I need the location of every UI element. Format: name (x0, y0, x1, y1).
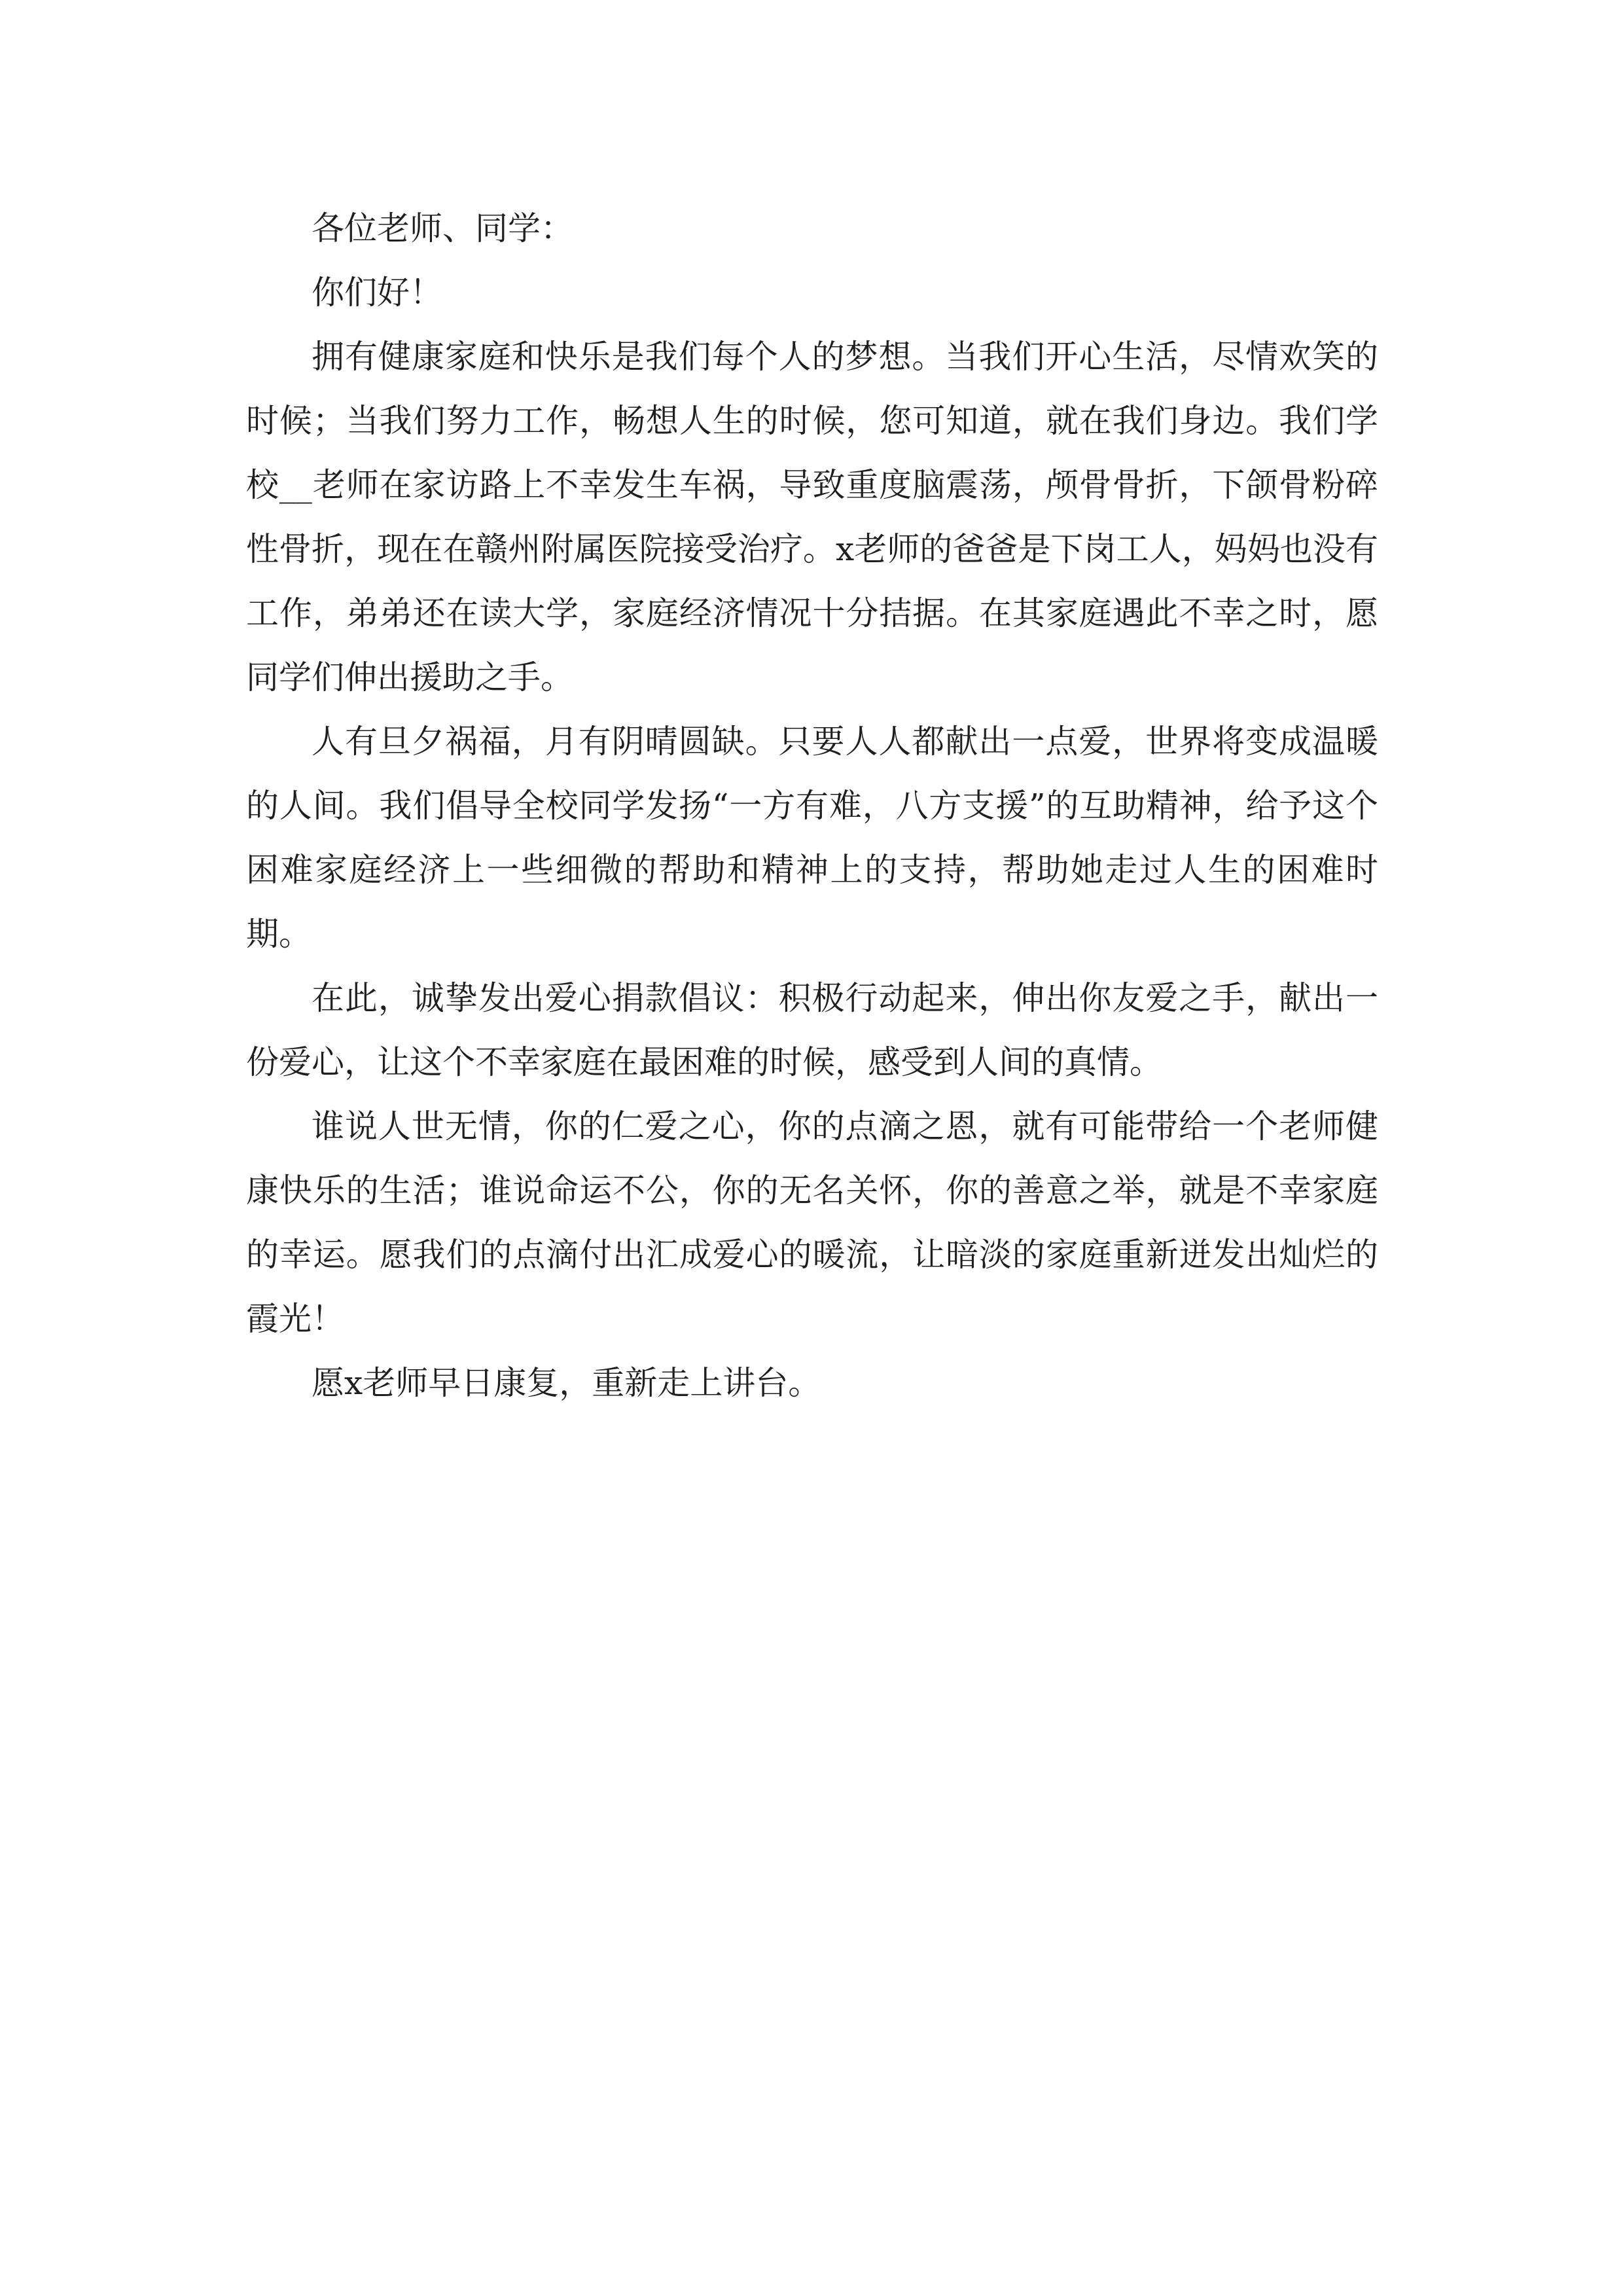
body-paragraph: 在此，诚挚发出爱心捐款倡议：积极行动起来，伸出你友爱之手，献出一份爱心，让这个不幸家庭在最困难的时候，感受到人间的真情。 (246, 979, 1378, 1081)
closing-line: 愿x老师早日康复，重新走上讲台。 (312, 1364, 821, 1402)
greeting: 你们好！ (312, 274, 442, 312)
body-paragraph: 拥有健康家庭和快乐是我们每个人的梦想。当我们开心生活，尽情欢笑的时候；当我们努力工作，畅想人生的时候，您可知道，就在我们身边。我们学校__老师在家访路上不幸发生车祸，导致重度脑震荡，颅骨骨折，下颌骨粉碎性骨折，现在在赣州附属医院接受治疗。x老师的爸爸是下岗工人，妈妈也没有工作，弟弟还在读大学，家庭经济情况十分拮据。在其家庭遇此不幸之时，愿同学们伸出援助之手。 (246, 338, 1378, 696)
body-paragraph: 人有旦夕祸福，月有阴晴圆缺。只要人人都献出一点爱，世界将变成温暖的人间。我们倡导全校同学发扬“一方有难，八方支援”的互助精神，给予这个困难家庭经济上一些细微的帮助和精神上的支持，帮助她走过人生的困难时期。 (246, 723, 1378, 953)
body-paragraph: 谁说人世无情，你的仁爱之心，你的点滴之恩，就有可能带给一个老师健康快乐的生活；谁说命运不公，你的无名关怀，你的善意之举，就是不幸家庭的幸运。愿我们的点滴付出汇成爱心的暖流，让暗淡的家庭重新迸发出灿烂的霞光！ (246, 1107, 1378, 1338)
salutation: 各位老师、同学： (312, 209, 573, 247)
letter-body (246, 196, 1378, 1415)
